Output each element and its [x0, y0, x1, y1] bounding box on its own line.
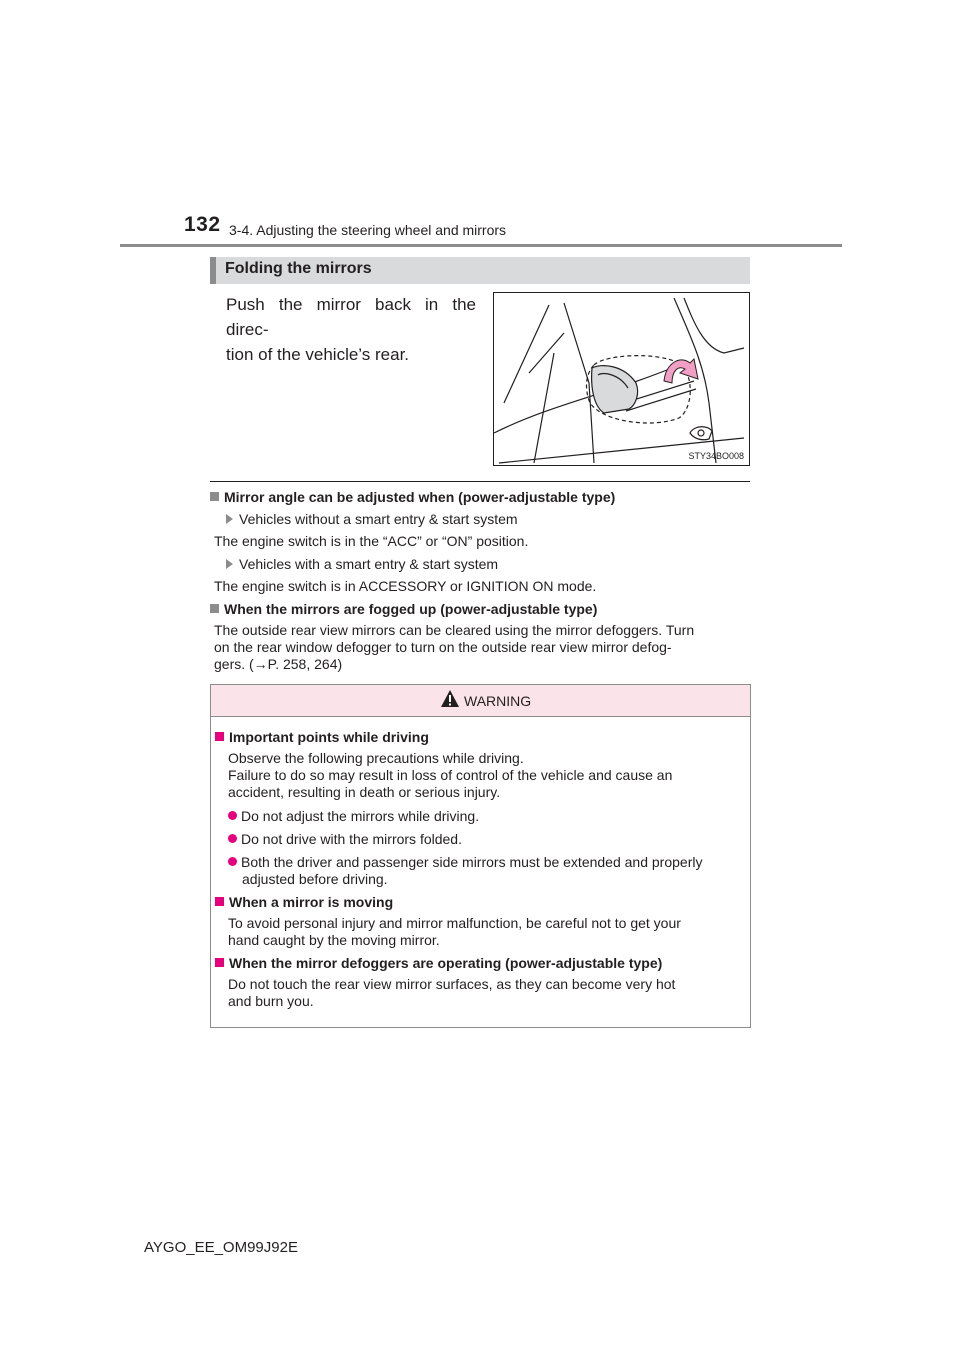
note-fogged-text — [214, 622, 746, 673]
square-bullet-icon — [215, 897, 224, 906]
intro-text — [226, 292, 476, 367]
intro-line-1: Push the mirror back in the direc- — [226, 295, 476, 339]
triangle-bullet-icon — [226, 514, 233, 524]
intro-line-2: tion of the vehicle’s rear. — [226, 345, 410, 364]
warning-text-2 — [228, 915, 746, 949]
warning-bullet-3: Both the driver and passenger side mirrors must be extended and properly adjusted before driving. — [228, 854, 750, 888]
note-sub-2: Vehicles with a smart entry & start system — [226, 556, 498, 573]
warning-triangle-icon — [440, 689, 460, 708]
note-fogged-line-2: on the rear window defogger to turn on the outside rear view mirror defog- — [214, 639, 672, 655]
warning-header — [211, 685, 750, 717]
section-title: 3-4. Adjusting the steering wheel and mirrors — [229, 222, 507, 238]
square-bullet-icon — [210, 492, 219, 501]
note-heading: Mirror angle can be adjusted when (power-adjustable type) — [210, 489, 750, 505]
mirror-folding-illustration — [493, 292, 750, 466]
warning-text-2-line-1: To avoid personal injury and mirror malfunction, be careful not to get your — [228, 915, 681, 931]
note-fogged-heading: When the mirrors are fogged up (power-adjustable type) — [210, 601, 597, 617]
warning-text-1-line-1: Observe the following precautions while driving. — [228, 750, 524, 766]
circle-bullet-icon — [228, 811, 237, 820]
circle-bullet-icon — [228, 857, 237, 866]
warning-label: WARNING — [464, 693, 532, 709]
warning-text-3-line-1: Do not touch the rear view mirror surfaces, as they can become very hot — [228, 976, 676, 992]
page-number: 132 — [184, 213, 221, 236]
warning-bullet-2: Do not drive with the mirrors folded. — [228, 831, 462, 848]
note-fogged-line-3: gers. (→P. 258, 264) — [214, 656, 343, 672]
square-bullet-icon — [215, 732, 224, 741]
note-sub-1: Vehicles without a smart entry & start system — [226, 511, 518, 528]
warning-heading-3: When the mirror defoggers are operating (power-adjustable type) — [215, 955, 662, 971]
warning-text-1-line-3: accident, resulting in death or serious injury. — [228, 784, 501, 800]
warning-box — [210, 684, 751, 1028]
warning-text-1 — [228, 750, 746, 801]
figure-code: STY34BO008 — [688, 451, 744, 461]
section-heading-text: Folding the mirrors — [225, 260, 372, 277]
warning-text-2-line-2: hand caught by the moving mirror. — [228, 932, 440, 948]
note-mirror-angle — [210, 489, 750, 505]
warning-text-1-line-2: Failure to do so may result in loss of control of the vehicle and cause an — [228, 767, 673, 783]
circle-bullet-icon — [228, 834, 237, 843]
note-fogged-line-1: The outside rear view mirrors can be cleared using the mirror defoggers. Turn — [214, 622, 695, 638]
warning-bullet-3-line-2: adjusted before driving. — [242, 871, 388, 887]
fold-direction-arrow — [664, 359, 698, 383]
section-heading-bar — [210, 257, 216, 284]
warning-text-3-line-2: and burn you. — [228, 993, 314, 1009]
warning-bullet-1: Do not adjust the mirrors while driving. — [228, 808, 479, 825]
warning-heading-1: Important points while driving — [215, 729, 429, 745]
square-bullet-icon — [215, 958, 224, 967]
warning-heading-2: When a mirror is moving — [215, 894, 393, 910]
section-heading — [210, 257, 750, 284]
mirror-illustration-svg — [494, 293, 750, 466]
header-rule — [120, 244, 842, 247]
note-text-2: The engine switch is in ACCESSORY or IGNITION ON mode. — [214, 578, 597, 594]
triangle-bullet-icon — [226, 559, 233, 569]
square-bullet-icon — [210, 604, 219, 613]
document-code: AYGO_EE_OM99J92E — [144, 1239, 298, 1256]
warning-text-3 — [228, 976, 746, 1010]
note-text-1: The engine switch is in the “ACC” or “ON” position. — [214, 533, 529, 549]
section-divider — [210, 481, 750, 482]
